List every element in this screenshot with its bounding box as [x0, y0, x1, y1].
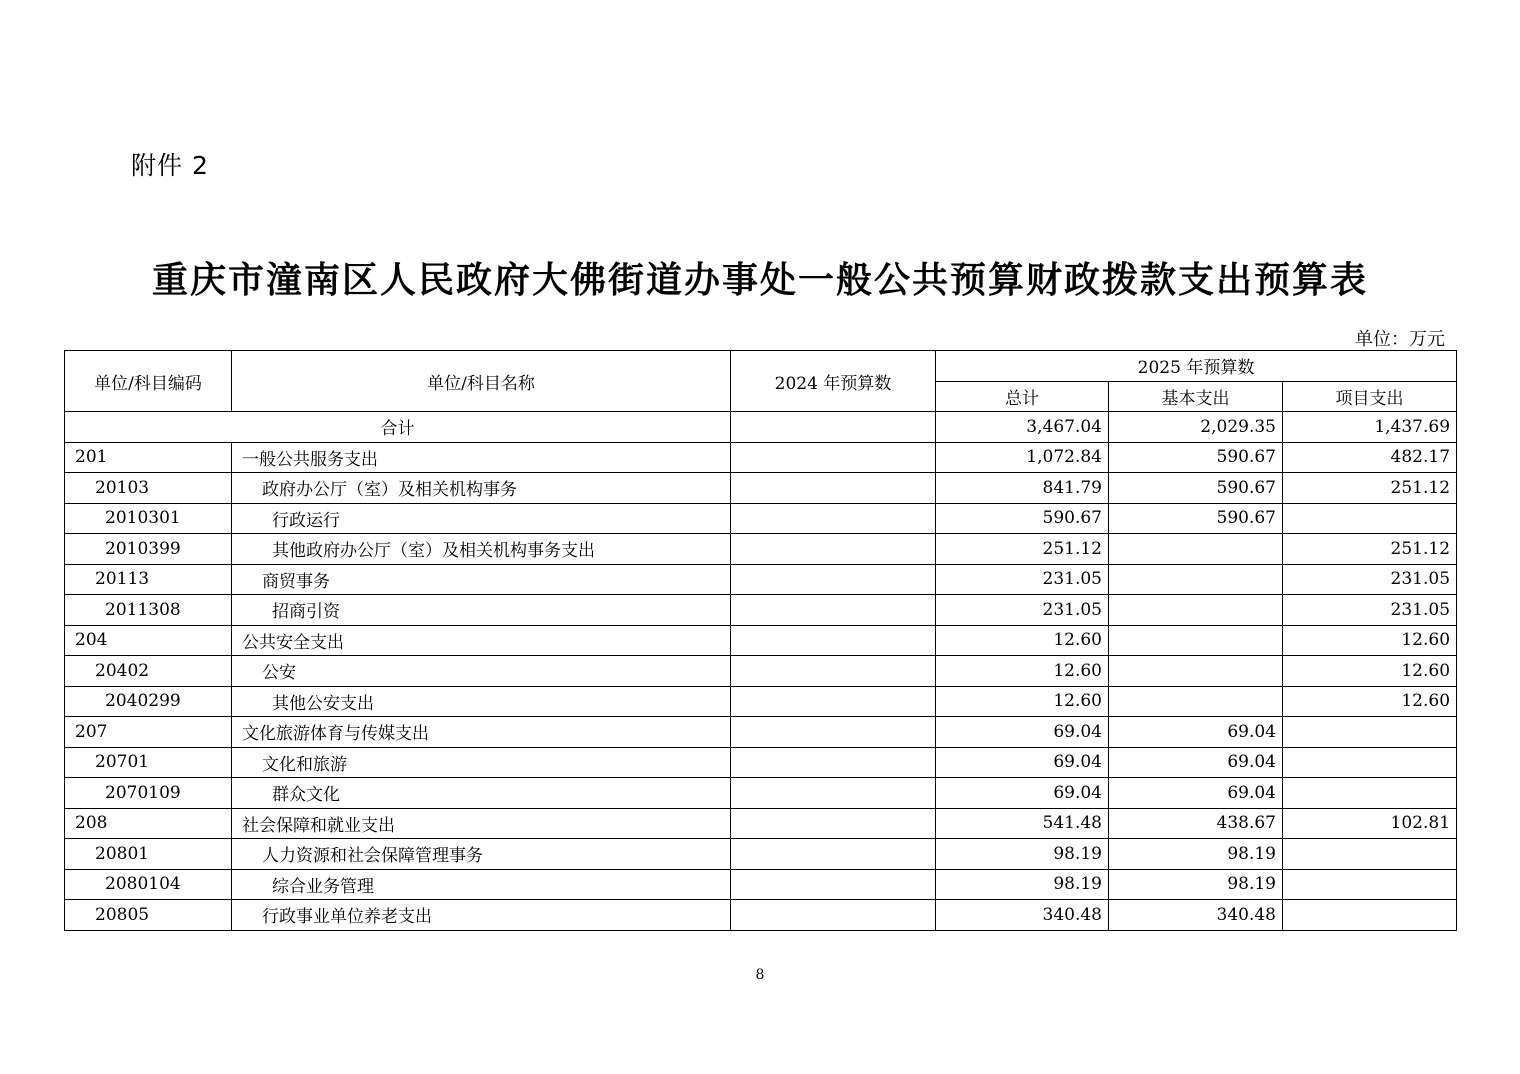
row-code: 207: [65, 717, 232, 748]
row-budget-2024: [731, 747, 936, 778]
row-project: 102.81: [1283, 808, 1457, 839]
row-project: 482.17: [1283, 442, 1457, 473]
row-total: 12.60: [936, 656, 1109, 687]
total-basic: 2,029.35: [1109, 412, 1283, 443]
row-project: 12.60: [1283, 625, 1457, 656]
row-total: 841.79: [936, 473, 1109, 504]
row-budget-2024: [731, 595, 936, 626]
table-row: [65, 839, 1457, 870]
table-row: [65, 900, 1457, 931]
row-total: 231.05: [936, 564, 1109, 595]
row-basic: [1109, 564, 1283, 595]
row-name: 公共安全支出: [232, 625, 731, 656]
row-name: 行政事业单位养老支出: [232, 900, 731, 931]
header-name: 单位/科目名称: [232, 351, 731, 412]
row-code: 2070109: [65, 778, 232, 809]
table-row: [65, 778, 1457, 809]
row-name: 其他公安支出: [232, 686, 731, 717]
row-basic: [1109, 625, 1283, 656]
row-budget-2024: [731, 900, 936, 931]
row-name: 一般公共服务支出: [232, 442, 731, 473]
row-code: 2010301: [65, 503, 232, 534]
row-total: 340.48: [936, 900, 1109, 931]
row-basic: 340.48: [1109, 900, 1283, 931]
table-row: [65, 442, 1457, 473]
row-project: [1283, 503, 1457, 534]
row-code: 20701: [65, 747, 232, 778]
row-total: 69.04: [936, 778, 1109, 809]
row-budget-2024: [731, 839, 936, 870]
row-budget-2024: [731, 656, 936, 687]
table-row: [65, 625, 1457, 656]
row-code: 20801: [65, 839, 232, 870]
row-total: 251.12: [936, 534, 1109, 565]
row-project: 12.60: [1283, 686, 1457, 717]
row-budget-2024: [731, 778, 936, 809]
row-basic: [1109, 656, 1283, 687]
row-basic: 590.67: [1109, 442, 1283, 473]
header-basic: 基本支出: [1109, 381, 1283, 412]
header-code: 单位/科目编码: [65, 351, 232, 412]
row-budget-2024: [731, 473, 936, 504]
row-name: 政府办公厅（室）及相关机构事务: [232, 473, 731, 504]
table-row: [65, 564, 1457, 595]
row-budget-2024: [731, 503, 936, 534]
row-budget-2024: [731, 869, 936, 900]
row-basic: 590.67: [1109, 503, 1283, 534]
row-basic: 69.04: [1109, 778, 1283, 809]
row-total: 590.67: [936, 503, 1109, 534]
row-total: 98.19: [936, 839, 1109, 870]
row-total: 1,072.84: [936, 442, 1109, 473]
row-basic: 438.67: [1109, 808, 1283, 839]
row-code: 208: [65, 808, 232, 839]
row-code: 20103: [65, 473, 232, 504]
row-total: 69.04: [936, 717, 1109, 748]
row-code: 20805: [65, 900, 232, 931]
row-code: 2040299: [65, 686, 232, 717]
row-code: 2080104: [65, 869, 232, 900]
row-total: 231.05: [936, 595, 1109, 626]
row-budget-2024: [731, 808, 936, 839]
total-label: 合计: [65, 412, 731, 443]
row-project: [1283, 717, 1457, 748]
row-project: 251.12: [1283, 473, 1457, 504]
table-row: [65, 595, 1457, 626]
row-total: 541.48: [936, 808, 1109, 839]
row-basic: [1109, 686, 1283, 717]
row-basic: 98.19: [1109, 869, 1283, 900]
table-header: [65, 351, 1457, 412]
table-row: [65, 534, 1457, 565]
header-budget-2025: 2025 年预算数: [936, 351, 1457, 382]
row-total: 12.60: [936, 686, 1109, 717]
row-basic: 69.04: [1109, 717, 1283, 748]
row-code: 204: [65, 625, 232, 656]
row-project: 12.60: [1283, 656, 1457, 687]
row-name: 综合业务管理: [232, 869, 731, 900]
unit-label: 单位：万元: [1355, 329, 1445, 350]
row-name: 社会保障和就业支出: [232, 808, 731, 839]
table-row: [65, 686, 1457, 717]
table-row: [65, 869, 1457, 900]
table-row: [65, 503, 1457, 534]
total-budget-2024: [731, 412, 936, 443]
row-total: 12.60: [936, 625, 1109, 656]
attachment-label: 附件 2: [131, 151, 209, 180]
row-budget-2024: [731, 717, 936, 748]
header-budget-2024: 2024 年预算数: [731, 351, 936, 412]
row-name: 商贸事务: [232, 564, 731, 595]
total-total: 3,467.04: [936, 412, 1109, 443]
row-budget-2024: [731, 686, 936, 717]
row-basic: 98.19: [1109, 839, 1283, 870]
header-total: 总计: [936, 381, 1109, 412]
row-code: 201: [65, 442, 232, 473]
total-project: 1,437.69: [1283, 412, 1457, 443]
row-name: 文化旅游体育与传媒支出: [232, 717, 731, 748]
row-basic: [1109, 595, 1283, 626]
table-body: [65, 412, 1457, 931]
row-project: [1283, 778, 1457, 809]
row-name: 文化和旅游: [232, 747, 731, 778]
row-basic: 69.04: [1109, 747, 1283, 778]
total-row: [65, 412, 1457, 443]
row-budget-2024: [731, 534, 936, 565]
table-row: [65, 473, 1457, 504]
row-basic: [1109, 534, 1283, 565]
row-project: [1283, 869, 1457, 900]
table-row: [65, 717, 1457, 748]
row-project: 251.12: [1283, 534, 1457, 565]
row-code: 20402: [65, 656, 232, 687]
table-row: [65, 808, 1457, 839]
row-name: 人力资源和社会保障管理事务: [232, 839, 731, 870]
table-row: [65, 747, 1457, 778]
row-name: 招商引资: [232, 595, 731, 626]
row-project: [1283, 747, 1457, 778]
row-basic: 590.67: [1109, 473, 1283, 504]
row-total: 69.04: [936, 747, 1109, 778]
row-project: 231.05: [1283, 564, 1457, 595]
row-name: 公安: [232, 656, 731, 687]
row-budget-2024: [731, 442, 936, 473]
budget-table: [64, 350, 1457, 931]
row-project: [1283, 900, 1457, 931]
row-name: 其他政府办公厅（室）及相关机构事务支出: [232, 534, 731, 565]
row-total: 98.19: [936, 869, 1109, 900]
page-number: 8: [755, 967, 765, 983]
row-name: 群众文化: [232, 778, 731, 809]
row-project: [1283, 839, 1457, 870]
table-row: [65, 656, 1457, 687]
document-title: 重庆市潼南区人民政府大佛街道办事处一般公共预算财政拨款支出预算表: [151, 260, 1368, 301]
row-code: 2011308: [65, 595, 232, 626]
row-budget-2024: [731, 625, 936, 656]
row-budget-2024: [731, 564, 936, 595]
row-code: 20113: [65, 564, 232, 595]
row-code: 2010399: [65, 534, 232, 565]
row-project: 231.05: [1283, 595, 1457, 626]
header-project: 项目支出: [1283, 381, 1457, 412]
row-name: 行政运行: [232, 503, 731, 534]
